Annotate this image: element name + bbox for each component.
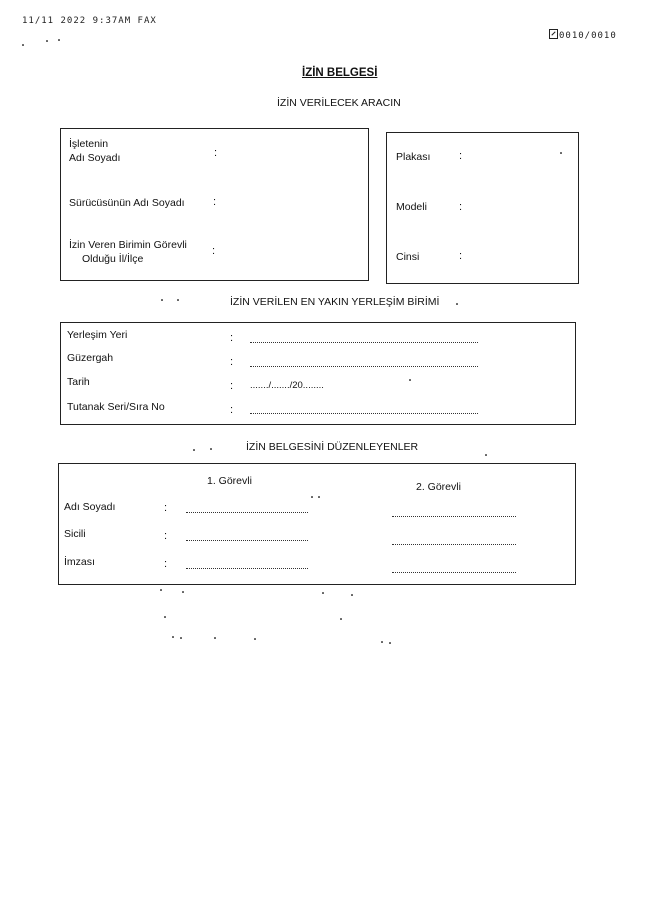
route-label: Güzergah bbox=[67, 352, 114, 364]
model-label: Modeli bbox=[396, 201, 427, 213]
scan-speck bbox=[389, 642, 391, 644]
plate-colon: : bbox=[459, 150, 463, 162]
route-colon: : bbox=[230, 356, 234, 368]
driver-colon: : bbox=[213, 196, 217, 208]
scan-speck bbox=[58, 39, 60, 41]
type-colon: : bbox=[459, 250, 463, 262]
route-line bbox=[250, 366, 478, 367]
issuer-name-colon: : bbox=[164, 502, 168, 514]
scan-speck bbox=[351, 594, 353, 596]
report-no-line bbox=[250, 413, 478, 414]
settlement-place-label: Yerleşim Yeri bbox=[67, 329, 128, 341]
document-title: İZİN BELGESİ bbox=[302, 67, 378, 79]
model-colon: : bbox=[459, 201, 463, 213]
scan-speck bbox=[311, 496, 313, 498]
scan-speck bbox=[485, 454, 487, 456]
scan-speck bbox=[182, 591, 184, 593]
issuer-registry-colon: : bbox=[164, 530, 168, 542]
report-no-label: Tutanak Seri/Sıra No bbox=[67, 401, 165, 413]
scan-speck bbox=[210, 448, 212, 450]
officer-2-name-line bbox=[392, 516, 516, 517]
operator-colon: : bbox=[214, 147, 218, 159]
issuers-section-heading: İZİN BELGESİNİ DÜZENLEYENLER bbox=[246, 441, 419, 453]
scan-speck bbox=[46, 40, 48, 42]
scan-speck bbox=[193, 449, 195, 451]
fax-page-number: 0010/0010 bbox=[559, 31, 617, 41]
scan-speck bbox=[322, 592, 324, 594]
fax-page-icon bbox=[549, 29, 558, 39]
issuing-unit-label bbox=[69, 238, 187, 266]
scan-speck bbox=[456, 303, 458, 305]
scan-speck bbox=[214, 637, 216, 639]
driver-name-label: Sürücüsünün Adı Soyadı bbox=[69, 197, 185, 209]
issuer-signature-label: İmzası bbox=[64, 556, 95, 568]
scan-speck bbox=[560, 152, 562, 154]
scan-speck bbox=[172, 636, 174, 638]
issuer-name-label: Adı Soyadı bbox=[64, 501, 116, 513]
report-no-colon: : bbox=[230, 404, 234, 416]
fax-header-left: 11/11 2022 9:37AM FAX bbox=[22, 16, 157, 26]
operator-name-label bbox=[69, 137, 120, 165]
date-placeholder: ......./......./20........ bbox=[250, 380, 324, 391]
officer-1-name-line bbox=[186, 512, 308, 513]
issuers-box bbox=[58, 463, 576, 585]
vehicle-section-heading: İZİN VERİLECEK ARACIN bbox=[277, 97, 401, 109]
issuer-registry-label: Sicili bbox=[64, 528, 86, 540]
settlement-section-heading: İZİN VERİLEN EN YAKIN YERLEŞİM BİRİMİ bbox=[230, 296, 440, 308]
officer-1-signature-line bbox=[186, 568, 308, 569]
officer-2-signature-line bbox=[392, 572, 516, 573]
scan-speck bbox=[409, 379, 411, 381]
scan-speck bbox=[177, 299, 179, 301]
plate-label: Plakası bbox=[396, 151, 431, 163]
scan-speck bbox=[340, 618, 342, 620]
issuing-unit-colon: : bbox=[212, 245, 216, 257]
fax-header-right bbox=[549, 29, 617, 41]
scan-speck bbox=[254, 638, 256, 640]
operator-label-line2: Adı Soyadı bbox=[69, 152, 121, 164]
settlement-place-line bbox=[250, 342, 478, 343]
scan-speck bbox=[161, 299, 163, 301]
scan-speck bbox=[160, 589, 162, 591]
officer-1-registry-line bbox=[186, 540, 308, 541]
officer-2-heading: 2. Görevli bbox=[416, 481, 461, 493]
scan-speck bbox=[318, 496, 320, 498]
settlement-place-colon: : bbox=[230, 332, 234, 344]
issuing-unit-line2: Olduğu İl/İlçe bbox=[82, 253, 144, 265]
date-colon: : bbox=[230, 380, 234, 392]
scan-speck bbox=[381, 641, 383, 643]
scan-speck bbox=[164, 616, 166, 618]
scan-speck bbox=[22, 44, 24, 46]
officer-1-heading: 1. Görevli bbox=[207, 475, 252, 487]
issuer-signature-colon: : bbox=[164, 558, 168, 570]
officer-2-registry-line bbox=[392, 544, 516, 545]
date-label: Tarih bbox=[67, 376, 90, 388]
scan-speck bbox=[180, 637, 182, 639]
operator-label-line1: İşletenin bbox=[69, 138, 109, 150]
type-label: Cinsi bbox=[396, 251, 420, 263]
issuing-unit-line1: İzin Veren Birimin Görevli bbox=[69, 239, 187, 251]
